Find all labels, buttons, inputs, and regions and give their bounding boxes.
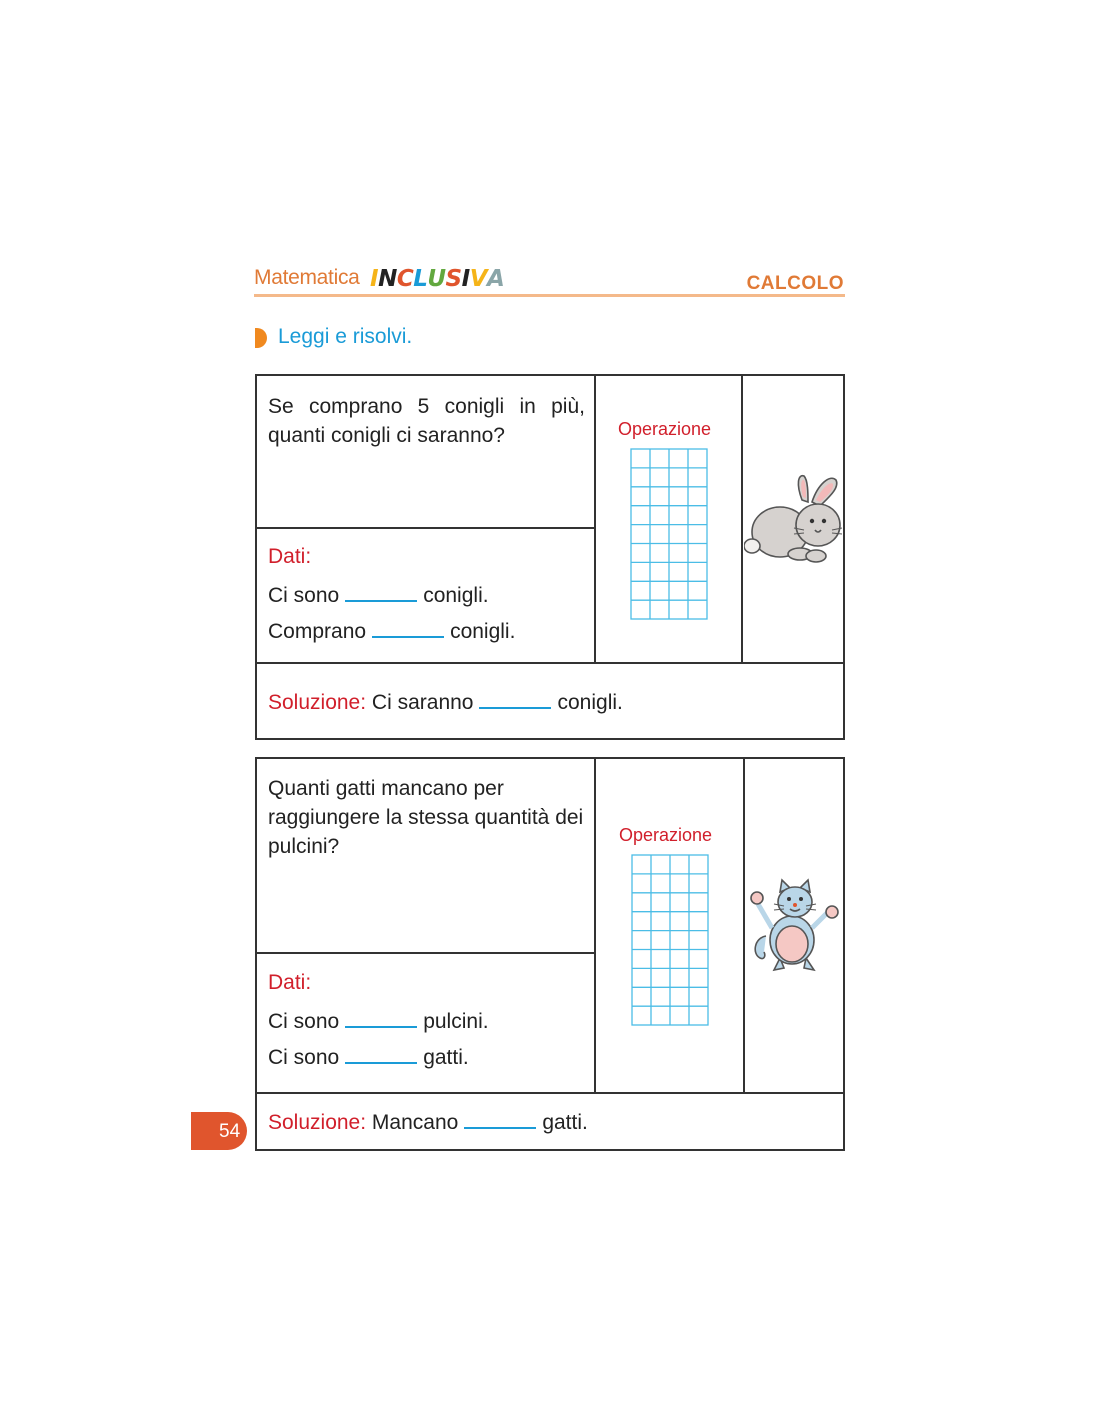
problem-2-dati-row-2 <box>268 1044 469 1070</box>
dati-text: Ci sono <box>268 584 340 607</box>
answer-blank[interactable] <box>345 582 417 602</box>
problem-1-dati-row-1 <box>268 582 489 608</box>
problem-1-dati-row-2 <box>268 618 515 644</box>
logo-letter: N <box>378 266 397 292</box>
brand-title: Matematica <box>254 266 360 289</box>
solution-text: Mancano <box>371 1111 459 1134</box>
logo-letter: U <box>427 266 446 292</box>
divider <box>256 527 595 529</box>
dati-text: gatti. <box>423 1046 469 1069</box>
answer-blank[interactable] <box>464 1109 536 1129</box>
problem-2-dati-row-1 <box>268 1008 489 1034</box>
dati-text: conigli. <box>423 584 489 607</box>
divider <box>594 375 596 664</box>
answer-blank[interactable] <box>345 1044 417 1064</box>
section-title: CALCOLO <box>746 273 844 294</box>
divider <box>741 375 743 664</box>
answer-blank[interactable] <box>345 1008 417 1028</box>
problem-2-question: Quanti gatti mancano per raggiungere la stessa quantità dei pulcini? <box>268 777 584 858</box>
logo-letter: L <box>413 266 428 292</box>
problem-1-solution <box>268 689 623 715</box>
dati-text: Ci sono <box>268 1010 340 1033</box>
solution-text: gatti. <box>542 1111 588 1134</box>
problem-2-operation-grid[interactable] <box>631 854 709 1026</box>
dati-text: conigli. <box>450 620 516 643</box>
dati-text: Ci sono <box>268 1046 340 1069</box>
solution-text: Ci saranno <box>371 691 474 714</box>
solution-label: Soluzione: <box>268 691 367 714</box>
solution-text: conigli. <box>557 691 623 714</box>
logo-letter: A <box>487 266 505 292</box>
answer-blank[interactable] <box>372 618 444 638</box>
problem-1-operation-grid[interactable] <box>630 448 708 620</box>
answer-blank[interactable] <box>479 689 551 709</box>
dati-text: Comprano <box>268 620 367 643</box>
header-divider <box>254 294 845 297</box>
divider <box>256 1092 844 1094</box>
dati-text: pulcini. <box>423 1010 489 1033</box>
instruction-marker-icon <box>255 328 267 348</box>
divider <box>256 662 844 664</box>
solution-label: Soluzione: <box>268 1111 367 1134</box>
logo-letter: C <box>396 266 414 292</box>
problem-1-dati-label: Dati: <box>268 545 312 568</box>
problem-2-dati-label: Dati: <box>268 971 312 994</box>
logo-letter: I <box>461 266 470 292</box>
divider <box>256 952 595 954</box>
page-number: 54 <box>219 1121 241 1142</box>
logo-letter: S <box>445 266 462 292</box>
logo-letter: V <box>469 266 487 292</box>
problem-1-question: Se comprano 5 conigli in più, quanti conigli ci saranno? <box>268 395 585 447</box>
problem-2-solution <box>268 1109 588 1135</box>
cat-illustration <box>744 878 844 974</box>
problem-1-operation-label: Operazione <box>618 419 712 439</box>
page-number-badge <box>191 1112 247 1150</box>
logo-inclusiva <box>370 266 504 292</box>
divider <box>594 758 596 1093</box>
problem-2-operation-label: Operazione <box>619 825 713 845</box>
rabbit-illustration <box>744 470 844 570</box>
logo-letter: I <box>370 266 379 292</box>
instruction-text: Leggi e risolvi. <box>278 325 413 348</box>
